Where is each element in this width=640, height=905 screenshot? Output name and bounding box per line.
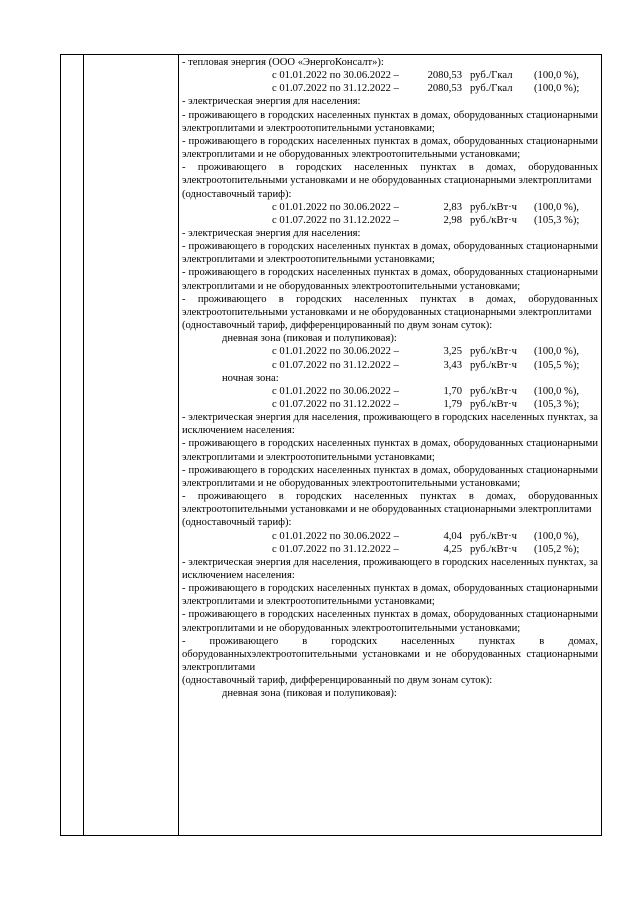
rate-unit: руб./кВт·ч [470,543,517,555]
paragraph: - электрическая энергия для населения, проживающего в городских населенных пунктах, за исключением населения: [182,556,598,581]
rate-percent: (105,3 %); [534,214,580,226]
tariff-rate-row [182,214,598,227]
rate-value: 2080,53 [427,83,462,95]
paragraph: (одноставочный тариф): [182,517,292,529]
paragraph: (одноставочный тариф): [182,188,292,200]
time-zone-heading: дневная зона (пиковая и полупиковая): [222,688,397,700]
rate-percent: (105,3 %); [534,398,580,410]
rate-value: 2,98 [443,214,462,226]
rate-unit: руб./Гкал [470,83,513,95]
rate-value: 3,25 [443,346,462,358]
rate-unit: руб./кВт·ч [470,201,517,213]
tariff-rate-row [182,398,598,411]
paragraph: - проживающего в городских населенных пунктах в домах, оборудованных стационарными электроплитами и не оборудованных электроотопительными установками; [182,267,598,292]
paragraph: - тепловая энергия (ООО «ЭнергоКонсалт»): [182,57,384,68]
rate-percent: (105,5 %); [534,359,580,371]
rate-value: 4,25 [443,543,462,555]
paragraph: - электрическая энергия для населения, проживающего в городских населенных пунктах, за исключением населения: [182,412,598,437]
paragraph: - проживающего в городских населенных пунктах в домах, оборудованныхэлектроотопительными установками и не оборудованных стационарными электроплитами [182,635,598,674]
tariff-rate-row [182,385,598,398]
rate-value: 2080,53 [427,70,462,82]
tariff-rate-row [182,201,598,214]
paragraph: (одноставочный тариф, дифференцированный по двум зонам суток): [182,320,493,332]
rate-unit: руб./кВт·ч [470,346,517,358]
time-zone-heading: ночная зона: [222,372,279,384]
rate-value: 3,43 [443,359,462,371]
rate-value: 4,04 [443,530,462,542]
rate-period: с 01.01.2022 по 30.06.2022 – [272,385,399,397]
paragraph: - проживающего в городских населенных пунктах в домах, оборудованных стационарными электроплитами и электроотопительными установками; [182,438,598,463]
paragraph: - электрическая энергия для населения: [182,227,361,239]
rate-unit: руб./кВт·ч [470,398,517,410]
rate-percent: (105,2 %); [534,543,580,555]
tariff-text-column [182,56,598,701]
rate-percent: (100,0 %), [534,385,580,397]
rate-value: 1,70 [443,385,462,397]
tariff-rate-row [182,345,598,358]
column-divider-1 [83,55,84,835]
rate-percent: (100,0 %); [534,83,580,95]
rate-percent: (100,0 %), [534,346,580,358]
paragraph: - проживающего в городских населенных пунктах в домах, оборудованных стационарными электроплитами и электроотопительными установками; [182,583,598,608]
rate-period: с 01.07.2022 по 31.12.2022 – [272,83,399,95]
paragraph: - проживающего в городских населенных пунктах в домах, оборудованных стационарными электроплитами и электроотопительными установками; [182,109,598,134]
paragraph: - проживающего в городских населенных пунктах в домах, оборудованных стационарными электроплитами и не оборудованных электроотопительными установками; [182,464,598,489]
paragraph: - проживающего в городских населенных пунктах в домах, оборудованных стационарными электроплитами и не оборудованных электроотопительными установками; [182,135,598,161]
paragraph: - проживающего в городских населенных пунктах в домах, оборудованных электроотопительными установками и не оборудованных стационарными электроплитами [182,491,598,516]
rate-period: с 01.07.2022 по 31.12.2022 – [272,398,399,410]
rate-value: 1,79 [443,398,462,410]
rate-period: с 01.01.2022 по 30.06.2022 – [272,346,399,358]
tariff-rate-row [182,69,598,82]
rate-period: с 01.01.2022 по 30.06.2022 – [272,70,399,82]
rate-period: с 01.07.2022 по 31.12.2022 – [272,214,399,226]
rate-percent: (100,0 %), [534,530,580,542]
rate-period: с 01.01.2022 по 30.06.2022 – [272,201,399,213]
rate-unit: руб./кВт·ч [470,385,517,397]
column-divider-2 [178,55,179,835]
rate-period: с 01.01.2022 по 30.06.2022 – [272,530,399,542]
tariff-rate-row [182,530,598,543]
tariff-rate-row [182,543,598,556]
time-zone-heading: дневная зона (пиковая и полупиковая): [222,333,397,345]
rate-unit: руб./кВт·ч [470,530,517,542]
rate-percent: (100,0 %), [534,201,580,213]
paragraph: - проживающего в городских населенных пунктах в домах, оборудованных электроотопительными установками и не оборудованных стационарными электроплитами [182,162,598,187]
paragraph: - проживающего в городских населенных пунктах в домах, оборудованных электроотопительными установками и не оборудованных стационарными электроплитами [182,293,598,318]
rate-value: 2,83 [443,201,462,213]
rate-unit: руб./кВт·ч [470,359,517,371]
rate-period: с 01.07.2022 по 31.12.2022 – [272,543,399,555]
tariff-rate-row [182,82,598,95]
paragraph: - проживающего в городских населенных пунктах в домах, оборудованных стационарными электроплитами и электроотопительными установками; [182,241,598,266]
tariff-rate-row [182,359,598,372]
rate-percent: (100,0 %), [534,70,580,82]
paragraph: (одноставочный тариф, дифференцированный по двум зонам суток): [182,675,493,687]
rate-unit: руб./Гкал [470,70,513,82]
rate-period: с 01.07.2022 по 31.12.2022 – [272,359,399,371]
paragraph: - электрическая энергия для населения: [182,96,361,108]
rate-unit: руб./кВт·ч [470,214,517,226]
paragraph: - проживающего в городских населенных пунктах в домах, оборудованных стационарными электроплитами и не оборудованных электроотопительными установками; [182,609,598,634]
